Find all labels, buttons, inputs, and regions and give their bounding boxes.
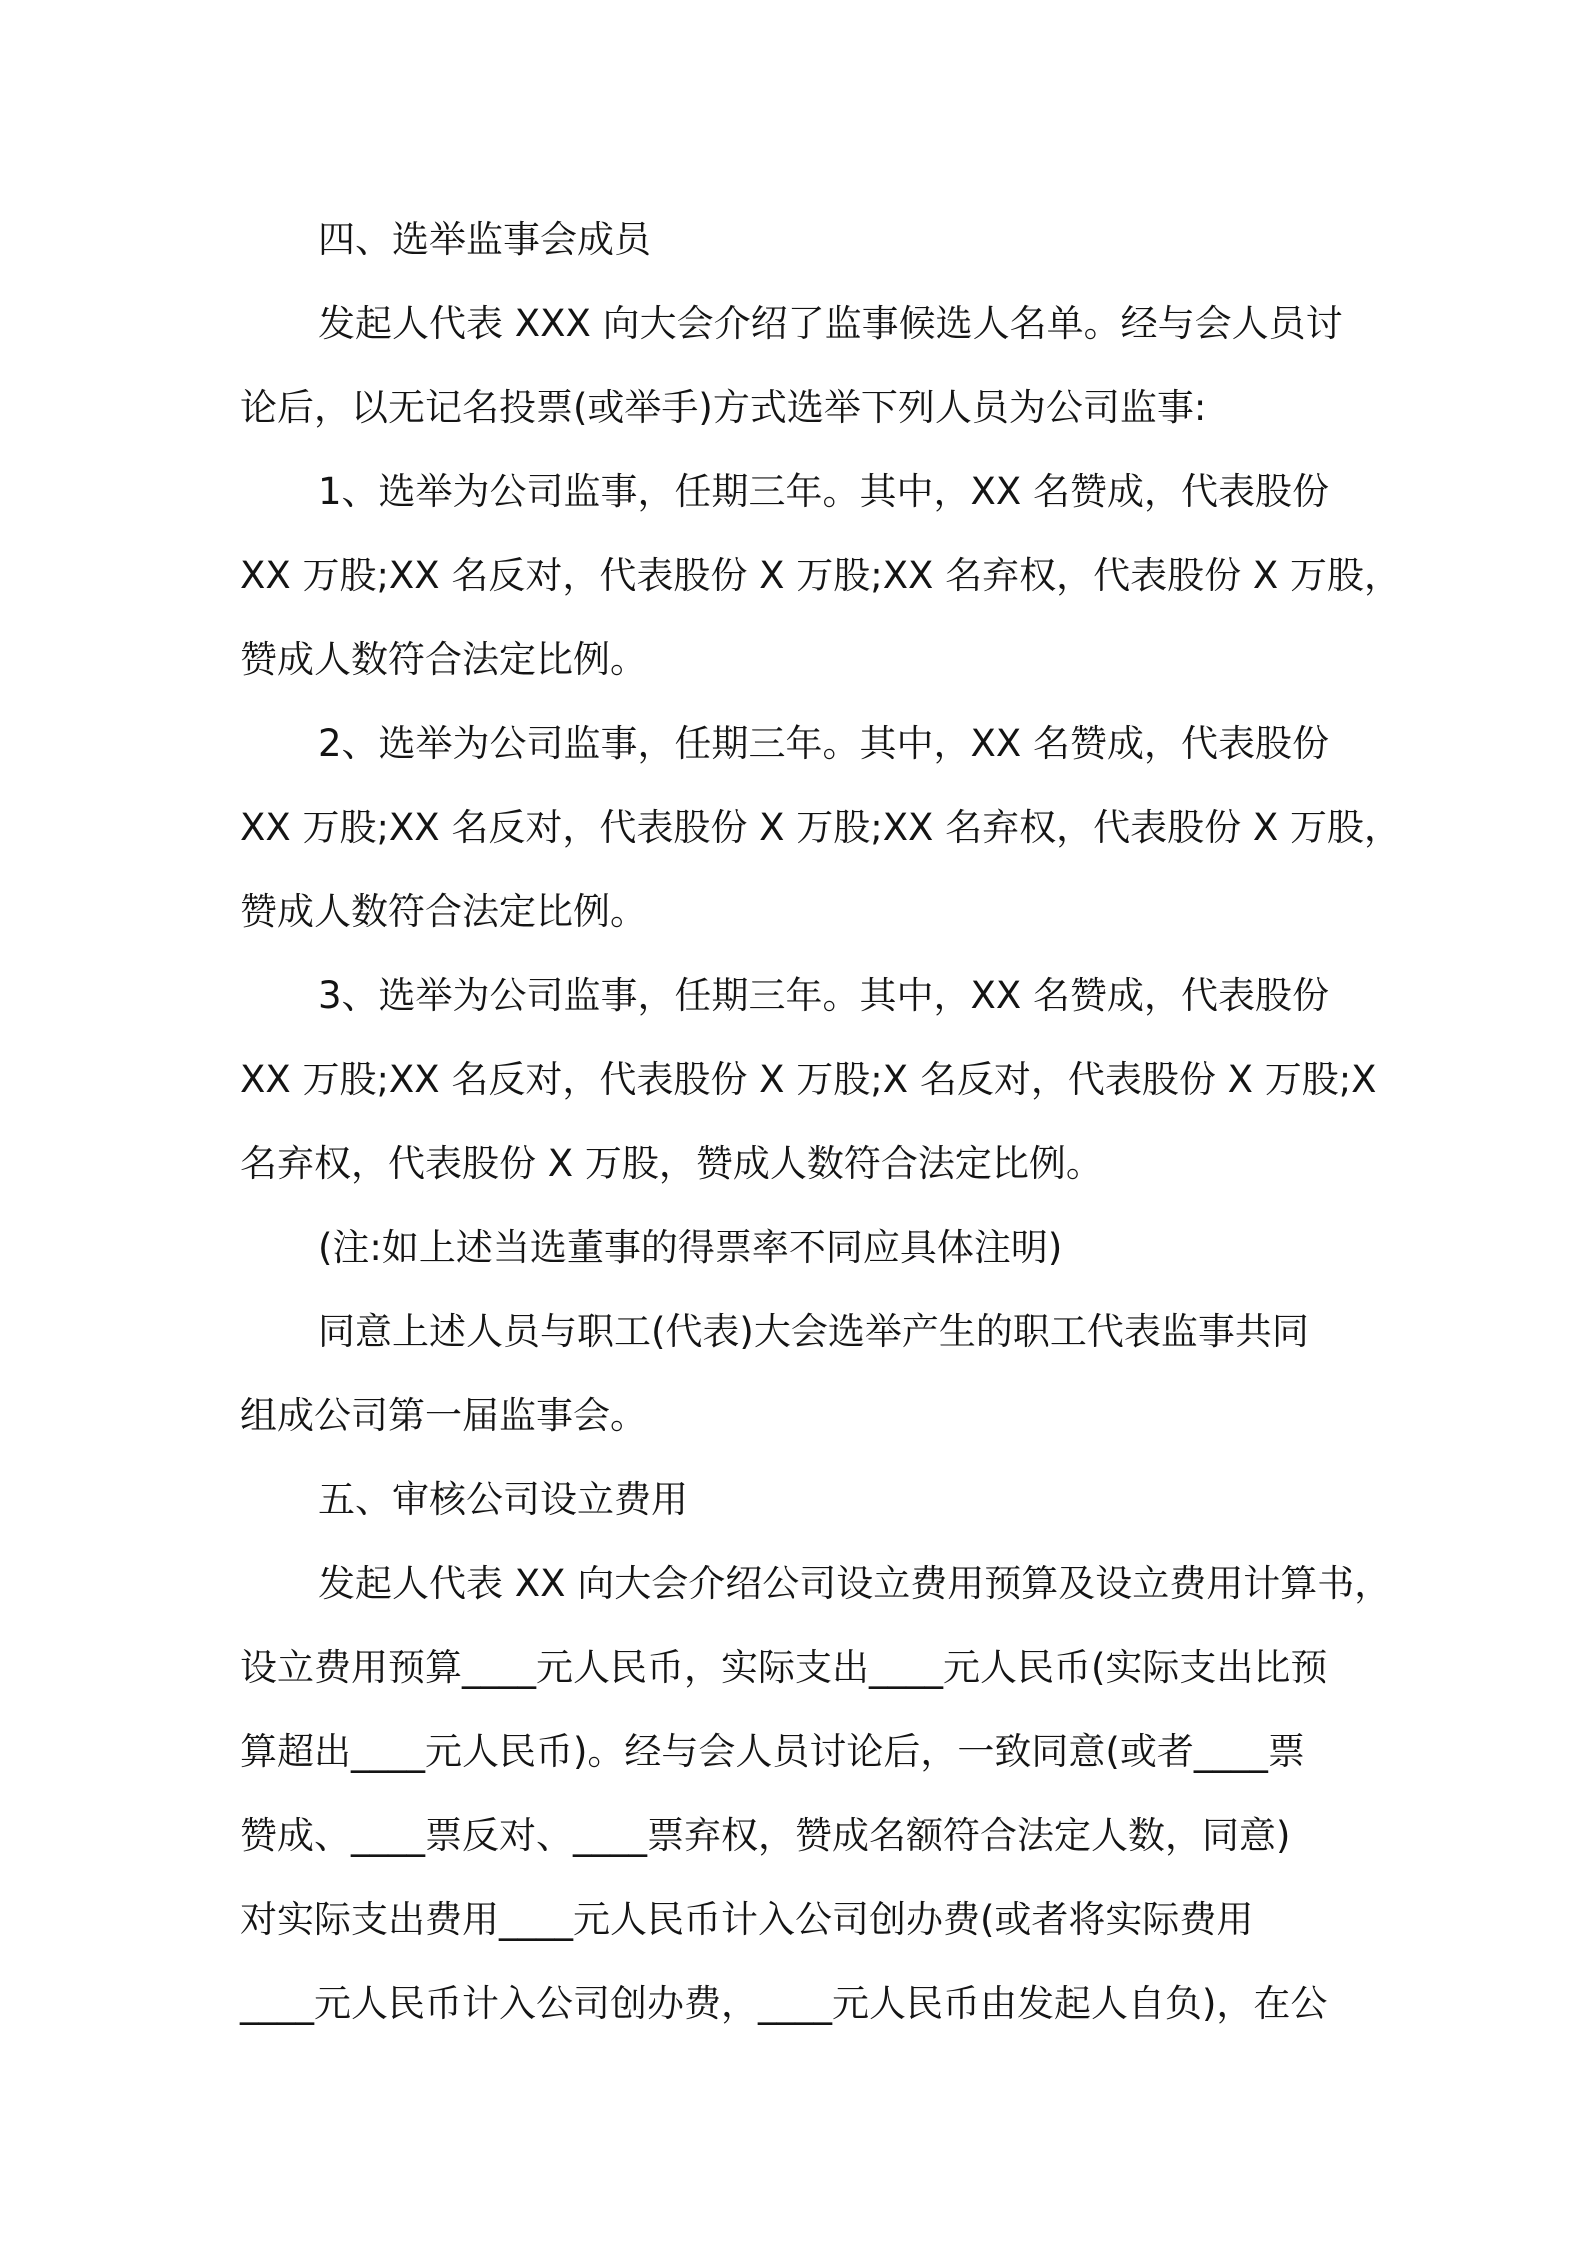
note-line: (注:如上述当选董事的得票率不同应具体注明): [318, 1226, 1063, 1269]
paragraph-line: 1、选举为公司监事，任期三年。其中，XX 名赞成，代表股份: [318, 470, 1329, 513]
paragraph-line: 同意上述人员与职工(代表)大会选举产生的职工代表监事共同: [318, 1310, 1309, 1353]
section-heading-supervisors: 四、选举监事会成员: [318, 218, 651, 261]
paragraph-line: 算超出____元人民币)。经与会人员讨论后，一致同意(或者____票: [240, 1730, 1305, 1773]
paragraph-line: 名弃权，代表股份 X 万股，赞成人数符合法定比例。: [240, 1142, 1103, 1185]
paragraph-line: 3、选举为公司监事，任期三年。其中，XX 名赞成，代表股份: [318, 974, 1329, 1017]
paragraph-line: ____元人民币计入公司创办费，____元人民币由发起人自负)，在公: [240, 1982, 1328, 2025]
paragraph-line: 赞成人数符合法定比例。: [240, 638, 647, 681]
paragraph-line: 发起人代表 XXX 向大会介绍了监事候选人名单。经与会人员讨: [318, 302, 1343, 345]
document-body: [240, 198, 1402, 2046]
paragraph-line: 对实际支出费用____元人民币计入公司创办费(或者将实际费用: [240, 1898, 1254, 1941]
section-heading-expenses: 五、审核公司设立费用: [318, 1478, 688, 1521]
paragraph-line: 2、选举为公司监事，任期三年。其中，XX 名赞成，代表股份: [318, 722, 1329, 765]
paragraph-line: XX 万股;XX 名反对，代表股份 X 万股;XX 名弃权，代表股份 X 万股，: [240, 554, 1402, 597]
paragraph-line: 赞成人数符合法定比例。: [240, 890, 647, 933]
paragraph-line: 组成公司第一届监事会。: [240, 1394, 647, 1437]
paragraph-line: XX 万股;XX 名反对，代表股份 X 万股;XX 名弃权，代表股份 X 万股，: [240, 806, 1402, 849]
paragraph-line: 赞成、____票反对、____票弃权，赞成名额符合法定人数，同意): [240, 1814, 1291, 1857]
paragraph-line: 发起人代表 XX 向大会介绍公司设立费用预算及设立费用计算书，: [318, 1562, 1392, 1605]
paragraph-line: 设立费用预算____元人民币，实际支出____元人民币(实际支出比预: [240, 1646, 1328, 1689]
paragraph-line: XX 万股;XX 名反对，代表股份 X 万股;X 名反对，代表股份 X 万股;X: [240, 1058, 1377, 1101]
paragraph-line: 论后，以无记名投票(或举手)方式选举下列人员为公司监事:: [240, 386, 1207, 429]
